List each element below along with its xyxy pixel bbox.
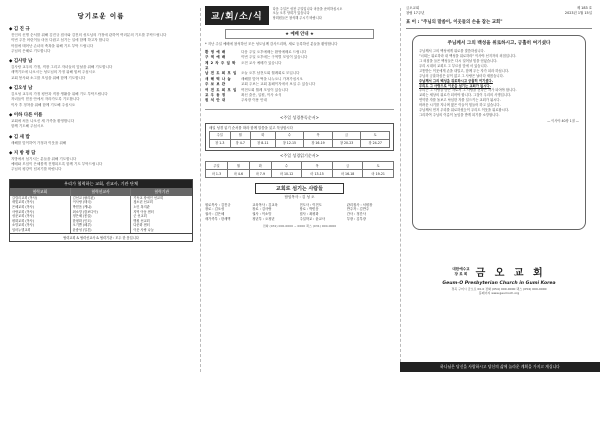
partners-column-head: 협력교회 — [10, 188, 70, 196]
notice-label: 교 우 동 정 — [205, 93, 226, 98]
partners-column-head: 협력선교사 — [71, 188, 131, 196]
notice-text: 새해를 맞아 떡을 나누오니 가져가십시오 — [241, 76, 303, 81]
prayer-line: 새벽기도에 나오시는 성도님의 가정 위해 힘써 주십시오 — [11, 70, 96, 75]
notice-label: 남 전 도 회 모 임 — [205, 71, 237, 76]
partner-item: 다문화 센터 — [133, 223, 150, 228]
partners-column — [10, 188, 71, 233]
meta-line: 제 183 호 — [576, 6, 592, 10]
prayer-line: 자녀들이 믿음 안에서 자라가도록 기도합니다 — [11, 97, 80, 102]
partner-item: 평화교회 (목사) — [12, 218, 34, 223]
prayer-line: 김오성 교우의 가정 평안과 직장 생활을 위해 기도 부탁드립니다 — [11, 92, 108, 97]
news-note: 당회원들은 참석해 주시기 바랍니다 — [272, 15, 322, 20]
left-panel — [0, 0, 200, 424]
notice-text: 주차장 이용 안내 — [241, 98, 267, 103]
staff-list — [205, 203, 394, 222]
prayer-sections — [9, 26, 193, 173]
prayer-section-body — [11, 65, 193, 81]
partner-item: 갈릴리교회 (목사) — [12, 195, 38, 200]
news-header — [205, 6, 394, 25]
denom-line: 장 로 회 — [454, 271, 468, 276]
notice-label: 주 보 보 관 — [205, 82, 226, 87]
notice-text: 여전도회 월례 모임이 있습니다 — [241, 87, 289, 92]
table-cell: 창 12-15 — [275, 140, 304, 148]
partner-item: 소망교회 (목사) — [12, 223, 34, 228]
partners-title: 우리가 협력하는 교회, 선교사, 기관 단체 — [10, 180, 192, 188]
table-cell: 창 16-19 — [304, 140, 333, 148]
table-cell: 마 4-6 — [227, 169, 249, 177]
notice-intro: * 지난 주일 예배에 참석하신 모든 성도님께 감사드리며, 새로 등록하신 분들을 환영합니다 — [205, 42, 338, 46]
staff-entry: 장로 : 김사랑 — [252, 207, 272, 212]
prayer-line: 진인의 신명 순서를 위해 김진규 집사와 김진의 성도님의 가정에 관하여 여러분의 기도를 부탁드립니다 — [11, 33, 167, 37]
staff-entry: 부장 : 김부장 — [346, 217, 366, 222]
table-header-cell: 금 — [332, 132, 361, 140]
partner-item: 박믿음 (케냐) — [72, 204, 92, 209]
partners-footer: 협력교회 & 협력선교사 & 협력기관 : 모두 한 몸입니다 — [10, 233, 192, 241]
prayer-line: 함께 기도해 주십시오 — [11, 124, 44, 129]
partner-item: 지역 아동 센터 — [133, 209, 154, 214]
prayer-section-body — [11, 157, 193, 173]
church-english-name: Geum-O Presbyterian Church in Gumi Korea — [442, 281, 556, 287]
notice-text: 교회 주보는 교회 홈페이지에서 보실 수 있습니다 — [241, 82, 316, 87]
notice-item — [205, 98, 394, 103]
partner-item: 노인 복지관 — [133, 204, 150, 209]
table-header-cell: 수 — [271, 161, 302, 169]
news-header-title: 교/회/소/식 — [205, 6, 269, 25]
address-line: 홈페이지 www.geumoch.org — [478, 291, 520, 296]
table-header-cell: 목 — [302, 161, 333, 169]
partners-column-head: 협력기관 — [131, 188, 192, 196]
table-cell: 창 8-11 — [251, 140, 276, 148]
partner-item: 이사랑 (태국) — [72, 200, 92, 205]
divider — [205, 109, 394, 110]
notice-label: 구 역 예 배 — [205, 55, 226, 60]
staff-entry: 장로 : 박믿음 — [299, 207, 319, 212]
prayer-section-body — [11, 119, 193, 130]
table-cell: 마 1-3 — [206, 169, 228, 177]
table-header-cell: 주일 — [210, 132, 231, 140]
sermon-line: 연약한 자를 돌보고 낙심한 자를 일으키는 교회가 됩시다. — [419, 98, 501, 103]
table-cell: 창 4-7 — [230, 140, 251, 148]
staff-entry: 전도사 : 이전도 — [299, 202, 322, 207]
prayer-section-head: ◆ 김오성 남 — [9, 86, 33, 92]
address-line: 경북 구미시 금오로 00-0 전화 (054) 000-0000 팩스 (054) 000-0000 — [451, 287, 547, 292]
table-header-cell: 토 — [363, 161, 394, 169]
table-cell: 창 24-27 — [361, 140, 390, 148]
notice-list — [205, 50, 394, 104]
staff-entry: 교육목사 : 김교육 — [252, 202, 278, 207]
partner-item: 기독교 장애인 선교회 — [133, 195, 164, 200]
notice-text: 오늘 오후 남전도회 월례회로 모입니다 — [241, 71, 300, 76]
staff-entry: 새가족부 : 한새벽 — [205, 217, 231, 222]
prayer-section-body — [11, 141, 193, 146]
staff-entry: 권사 : 이소망 — [252, 212, 272, 217]
table-header-cell: 금 — [332, 161, 363, 169]
partner-item: 최소망 (캄보디아) — [72, 209, 98, 214]
sermon-line: 고통받는 이웃에게 손을 내밀고, 함께 우는 자가 되라 하십니다. — [419, 68, 510, 73]
table-header-cell: 토 — [361, 132, 390, 140]
notice-label: 환 영 예 배 — [205, 49, 226, 54]
table-cell: 마 7-9 — [249, 169, 271, 177]
sermon-emphasis: 주님께서 그의 백성을 위로하시고 긍휼히 여기셨다. — [419, 78, 493, 83]
partner-item: 오기쁨 (페루) — [72, 223, 92, 228]
meta-line: 창립 17주년 — [406, 10, 425, 15]
prayer-line: 주님의 은혜로 기도합니다 — [11, 48, 51, 53]
notice-title: ★ 예배 안내 ★ — [225, 29, 374, 39]
prayer-section-body — [11, 33, 193, 54]
meta-line: 금오교회 — [406, 6, 420, 10]
partners-column — [71, 188, 132, 233]
prayer-title: 당기로운 이름 — [77, 12, 125, 20]
senior-pastor: 담임목사 : 김 성 오 — [284, 194, 315, 199]
table-header-cell: 화 — [249, 161, 271, 169]
partner-item: 새빛교회 (목사) — [12, 200, 34, 205]
schedule-box — [205, 123, 394, 151]
staff-entry: 집사 : 최평화 — [299, 212, 319, 217]
prayer-line: 아침에 태어난 손녀의 축복을 위해 기도 부탁 드립니다 — [11, 43, 94, 48]
partner-item: 성문교회 (목사) — [12, 214, 34, 219]
sermon-title: 주님께서 그의 백성을 위로하시고, 긍휼히 여기셨다 — [447, 41, 551, 47]
table-cell: 마 19-21 — [363, 169, 394, 177]
table-row — [210, 140, 390, 148]
prayer-section-body — [11, 92, 193, 108]
sermon-box — [412, 35, 586, 230]
table-header-row — [210, 132, 390, 140]
table-header-cell: 화 — [251, 132, 276, 140]
sermon-line: 교회는 세상의 위로가 되어야 합니다. 그것이 우리의 사명입니다. — [419, 93, 512, 98]
sermon-reference: — 이사야 40장 1절 — — [547, 118, 579, 123]
sermon-line: 그리하여 주님의 이름이 높임을 받게 되기를 소망합니다. — [419, 112, 500, 117]
notice-text: 최신 출산, 입원, 이사 소식 — [241, 93, 282, 98]
prayer-line: 김사랑 교우의 가정, 직장 그리고 자녀들의 앞날을 위해 기도합니다 — [11, 65, 113, 70]
table-header-cell: 목 — [304, 132, 333, 140]
table-cell: 마 16-18 — [332, 169, 363, 177]
schedule-title: <주일 성경봉독순서> — [280, 114, 319, 120]
table-header-cell: 월 — [227, 161, 249, 169]
partner-item: 청소년 선교회 — [133, 200, 153, 205]
staff-entry: 원로목사 : 김진규 — [205, 202, 231, 207]
notice-label: 여 전 도 회 모 임 — [205, 87, 237, 92]
prayer-section-head: ◆ 김 진 규 — [9, 27, 30, 32]
notice-label: 제 2 차 주 일 학 교 — [205, 60, 236, 71]
partner-item: 사랑교회 (목사) — [12, 209, 34, 214]
partner-item: 윤충성 (일본) — [72, 227, 92, 232]
sermon-text — [419, 49, 579, 118]
partner-item: 병원 선교회 — [133, 218, 150, 223]
table-cell: 창 1-3 — [210, 140, 231, 148]
notice-item — [205, 61, 394, 72]
staff-entry: 관리집사 : 서원장 — [346, 202, 373, 207]
news-header-notes — [273, 6, 343, 20]
staff-entry: 주일학교 : 윤교사 — [299, 217, 326, 222]
partner-item: 은혜교회 (목사) — [12, 204, 34, 209]
prayer-line: 이사 후 정착을 위해 함께 기도해 주십시오 — [11, 102, 76, 107]
table-header-cell: 수 — [275, 132, 304, 140]
notice-label: 새 해 떡 나 눔 — [205, 76, 232, 81]
table-cell: 마 13-15 — [302, 169, 333, 177]
motto: 표 어 : "주님의 말씀이, 이웃들의 손을 잡는 교회" — [406, 19, 592, 29]
table-row — [206, 169, 394, 177]
staff-entry: 반주자 : 김반주 — [346, 207, 370, 212]
partner-item: 임마누엘교회 — [12, 227, 31, 232]
middle-panel — [200, 0, 400, 424]
table-header-row — [206, 161, 394, 169]
sermon-line: 우리 시대의 교회도 그 부르심 앞에 서 있습니다. — [419, 63, 488, 68]
prayer-section-head: ◆ 지 방 평 담 — [9, 150, 36, 156]
partner-item: 이웃 사랑 나눔 — [133, 227, 154, 232]
staff-row — [205, 217, 394, 222]
schedule-text: 매일 성경 읽기 순서를 따라 함께 말씀을 읽고 묵상합시다 — [209, 125, 293, 130]
bulletin-meta-right — [565, 6, 592, 15]
sermon-emphasis: 우리도 그 사랑으로 이웃을 섬기는 교회가 됩시다. — [419, 83, 491, 88]
prayer-line: 교회 봉사와 소그룹 모임을 위해 함께 기도합니다 — [11, 75, 86, 80]
prayer-line: 이번 주간 어린이들 마음 다잡고 섬기는 일에 함께 하고자 합니다 — [11, 38, 109, 43]
church-identity — [406, 264, 592, 279]
table-header-cell: 주일 — [206, 161, 228, 169]
staff-entry: 청년부 : 오청년 — [252, 217, 275, 222]
table-cell: 마 10-12 — [271, 169, 302, 177]
prayer-line: 새해를 맞이하여 가정과 이웃을 위해 — [11, 140, 67, 145]
sermon-line: 주님께서 먼저 우리를 위로하셨듯이 우리도 이웃을 위로합시다. — [419, 108, 510, 113]
prayer-line: 예배와 모임이 은혜롭게 진행되도록 함께 기도 부탁드립니다 — [11, 162, 103, 167]
staff-entry: 간사 : 정간사 — [346, 212, 366, 217]
sermon-line: 우리는 그 사랑을 받은 자로서 그 사랑을 전하는 자가 되어야 합니다. — [419, 88, 517, 93]
partners-box — [9, 179, 193, 242]
schedule-table — [209, 131, 390, 147]
church-name: 금 오 교 회 — [475, 268, 546, 280]
partner-item: 한평화 (인도) — [72, 218, 92, 223]
staff-entry: 권사 : 김은혜 — [205, 212, 225, 217]
meta-line: 2023년 1월 15일 — [564, 10, 592, 15]
sermon-line: "너희는 위로하라 내 백성을 위로하라" 이사야 선지자의 외침입니다. — [419, 54, 517, 59]
news-note: 다음 주일은 성찬 주일입니다 마음을 준비하십시오 — [272, 7, 343, 11]
bulletin-meta-left — [406, 6, 425, 15]
prayer-line: 지방에서 섬기시는 분들을 위해 기도합니다 — [11, 156, 77, 161]
table-cell: 창 20-23 — [332, 140, 361, 148]
sermon-line: 어려운 시기를 지나며 많은 이들이 힘들어 하고 있습니다. — [419, 103, 501, 108]
footer-banner: 하나님은 당신을 사랑하시고 당신의 삶에 놀라운 계획을 가지고 계십니다 — [400, 362, 600, 372]
news-note: 오늘 오후 당회가 있습니다 — [272, 11, 310, 16]
sermon-line: 그 외침을 들은 백성들은 다시 일어날 힘을 얻었습니다. — [419, 59, 498, 63]
prayer-section-head: ◆ 김 새 밥 — [9, 134, 30, 140]
bulletin-meta — [406, 6, 592, 15]
prayer-line: 주님의 평강이 넘치기를 바랍니다 — [11, 167, 62, 172]
notice-label: 원 석 안 내 — [205, 98, 226, 103]
partner-item: 정은혜 (몽골) — [72, 214, 92, 219]
denom-line: 대한예수교 — [452, 266, 470, 271]
staff-entry: 장로 : 김오성 — [205, 207, 225, 212]
prayer-section-head: ◆ 이하 다른 이름 — [9, 112, 43, 118]
sermon-line: 주님의 긍휼하심은 끝이 없고 그 사랑은 날마다 새롭습니다. — [419, 73, 504, 78]
staff-title: 교회로 섬기는 사람들 — [255, 183, 344, 194]
right-panel — [400, 0, 600, 424]
contact-phones: 전화 (031) 000-0000 ~ 0000 팩스 (031) 000-0000 — [262, 223, 337, 228]
partner-item: 군 선교회 — [133, 214, 147, 219]
church-denomination — [452, 267, 469, 277]
sermon-line: 주님께서 그의 백성에게 위로를 말씀하십니다. — [419, 49, 485, 54]
partners-column — [131, 188, 192, 233]
prayer-section-head: ◆ 김사랑 남 — [9, 59, 33, 65]
partners-grid — [10, 188, 192, 233]
partner-item: 김선교 (필리핀) — [72, 195, 95, 200]
notice-text: 오전 교사 예배가 있습니다 — [241, 60, 282, 65]
church-address — [406, 287, 592, 295]
notice-text: 이번 주일 오후에는 구역별 모임이 있습니다 — [241, 55, 308, 60]
table-header-cell: 월 — [230, 132, 251, 140]
prayer-line: 교회에 처음 나오신 새 가족을 환영합니다 — [11, 118, 75, 123]
notice-text: 다음 주일 오후예배는 환영예배로 드립니다 — [241, 49, 307, 54]
reading-table — [205, 161, 394, 178]
reading-title: <주일 성경읽기순서> — [280, 152, 319, 158]
